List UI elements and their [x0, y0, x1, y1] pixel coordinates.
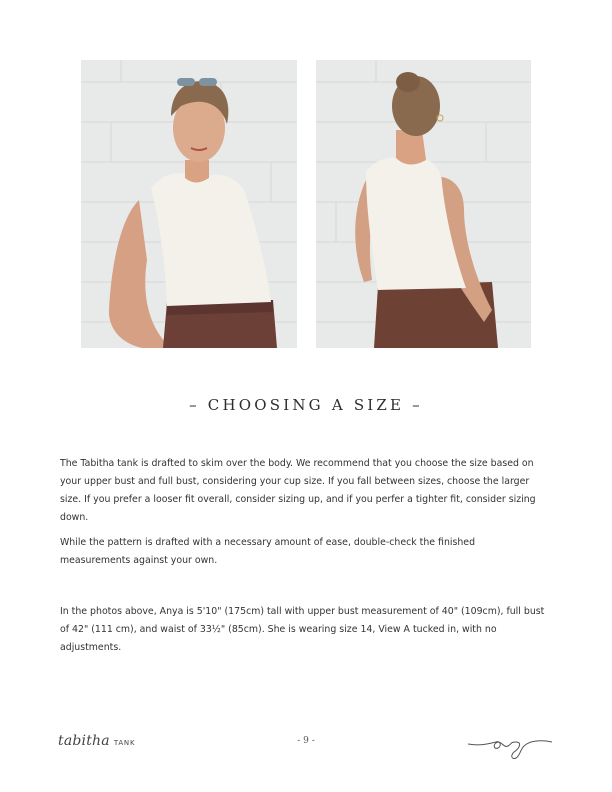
page-number: - 9 -: [297, 736, 315, 746]
footer-logo-word: TANK: [113, 739, 136, 747]
photo-front-view: [81, 60, 297, 348]
woman-front-photo: [81, 60, 297, 348]
paragraph-sizing-guidance: The Tabitha tank is drafted to skim over the body. We recommend that you choose the size based on your upper bust and full bust, considering your cup size. If you fall between sizes, choose the larger size. If you prefer a looser fit overall, consider sizing up, and if you perfer a tighter fit, consider sizing down.: [60, 458, 536, 523]
paragraph-model-measurements: In the photos above, Anya is 5'10" (175cm) tall with upper bust measurement of 40" (109cm), full bust of 42" (111 cm), and waist of 33½" (85cm). She is wearing size 14, View A tucked in, with no adjustments.: [60, 606, 545, 653]
photo-back-view: [316, 60, 531, 348]
woman-back-photo: [316, 60, 531, 348]
footer-logo-script: tabitha: [58, 733, 110, 749]
paragraph-ease-note: While the pattern is drafted with a necessary amount of ease, double-check the finished measurements against your own.: [60, 537, 476, 566]
section-heading: – CHOOSING A SIZE –: [189, 396, 423, 414]
az-signature-icon: [466, 732, 554, 762]
